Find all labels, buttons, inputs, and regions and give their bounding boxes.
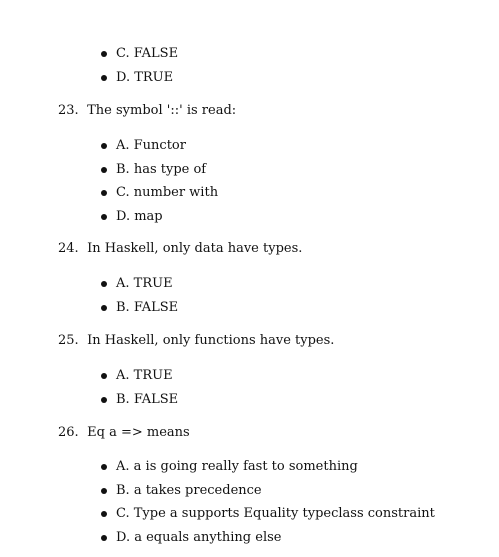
question-text: In Haskell, only data have types. [87,241,303,256]
option-item [101,364,178,388]
option-text: B. FALSE [116,299,179,315]
option-text: A. TRUE [116,276,173,291]
bullet-icon [101,51,107,57]
option-item [101,205,218,229]
option-text: B. FALSE [116,391,179,407]
option-item [101,272,178,296]
question-26 [58,423,190,443]
option-text: C. FALSE [116,46,179,61]
option-item [101,455,435,479]
option-item [101,134,218,158]
bullet-icon [101,511,107,517]
option-text: D. map [116,208,163,224]
bullet-icon [101,190,107,196]
question-25-options [101,364,178,411]
bullet-icon [101,167,107,173]
question-number: 25. [58,333,79,348]
bullet-icon [101,464,107,470]
option-item [101,388,178,412]
bullet-icon [101,75,107,81]
option-text: D. a equals anything else [116,529,282,545]
question-number: 23. [58,103,79,118]
question-25 [58,331,334,351]
bullet-icon [101,305,107,311]
bullet-icon [101,373,107,379]
option-text: A. TRUE [116,368,173,383]
option-item [101,181,218,205]
question-24 [58,239,302,259]
bullet-icon [101,397,107,403]
option-text: B. a takes precedence [116,482,262,498]
question-24-options [101,272,178,319]
option-item [101,526,435,550]
bullet-icon [101,535,107,541]
option-item [101,158,218,182]
question-number: 26. [58,425,79,440]
option-text: C. Type a supports Equality typeclass constraint [116,506,435,521]
option-item [101,42,178,66]
bullet-icon [101,488,107,494]
option-text: B. has type of [116,161,207,177]
option-text: A. a is going really fast to something [116,459,358,474]
option-item [101,502,435,526]
question-23-options [101,134,218,228]
question-23 [58,101,236,121]
bullet-icon [101,281,107,287]
question-number: 24. [58,241,79,256]
question-26-options [101,455,435,549]
option-text: C. number with [116,185,219,200]
carryover-options [101,42,178,89]
question-text: Eq a => means [87,425,190,440]
option-item [101,296,178,320]
option-text: D. TRUE [116,69,174,85]
option-item [101,66,178,90]
bullet-icon [101,143,107,149]
bullet-icon [101,214,107,220]
question-text: The symbol '::' is read: [87,103,237,118]
option-text: A. Functor [116,138,186,153]
option-item [101,479,435,503]
question-text: In Haskell, only functions have types. [87,333,335,348]
